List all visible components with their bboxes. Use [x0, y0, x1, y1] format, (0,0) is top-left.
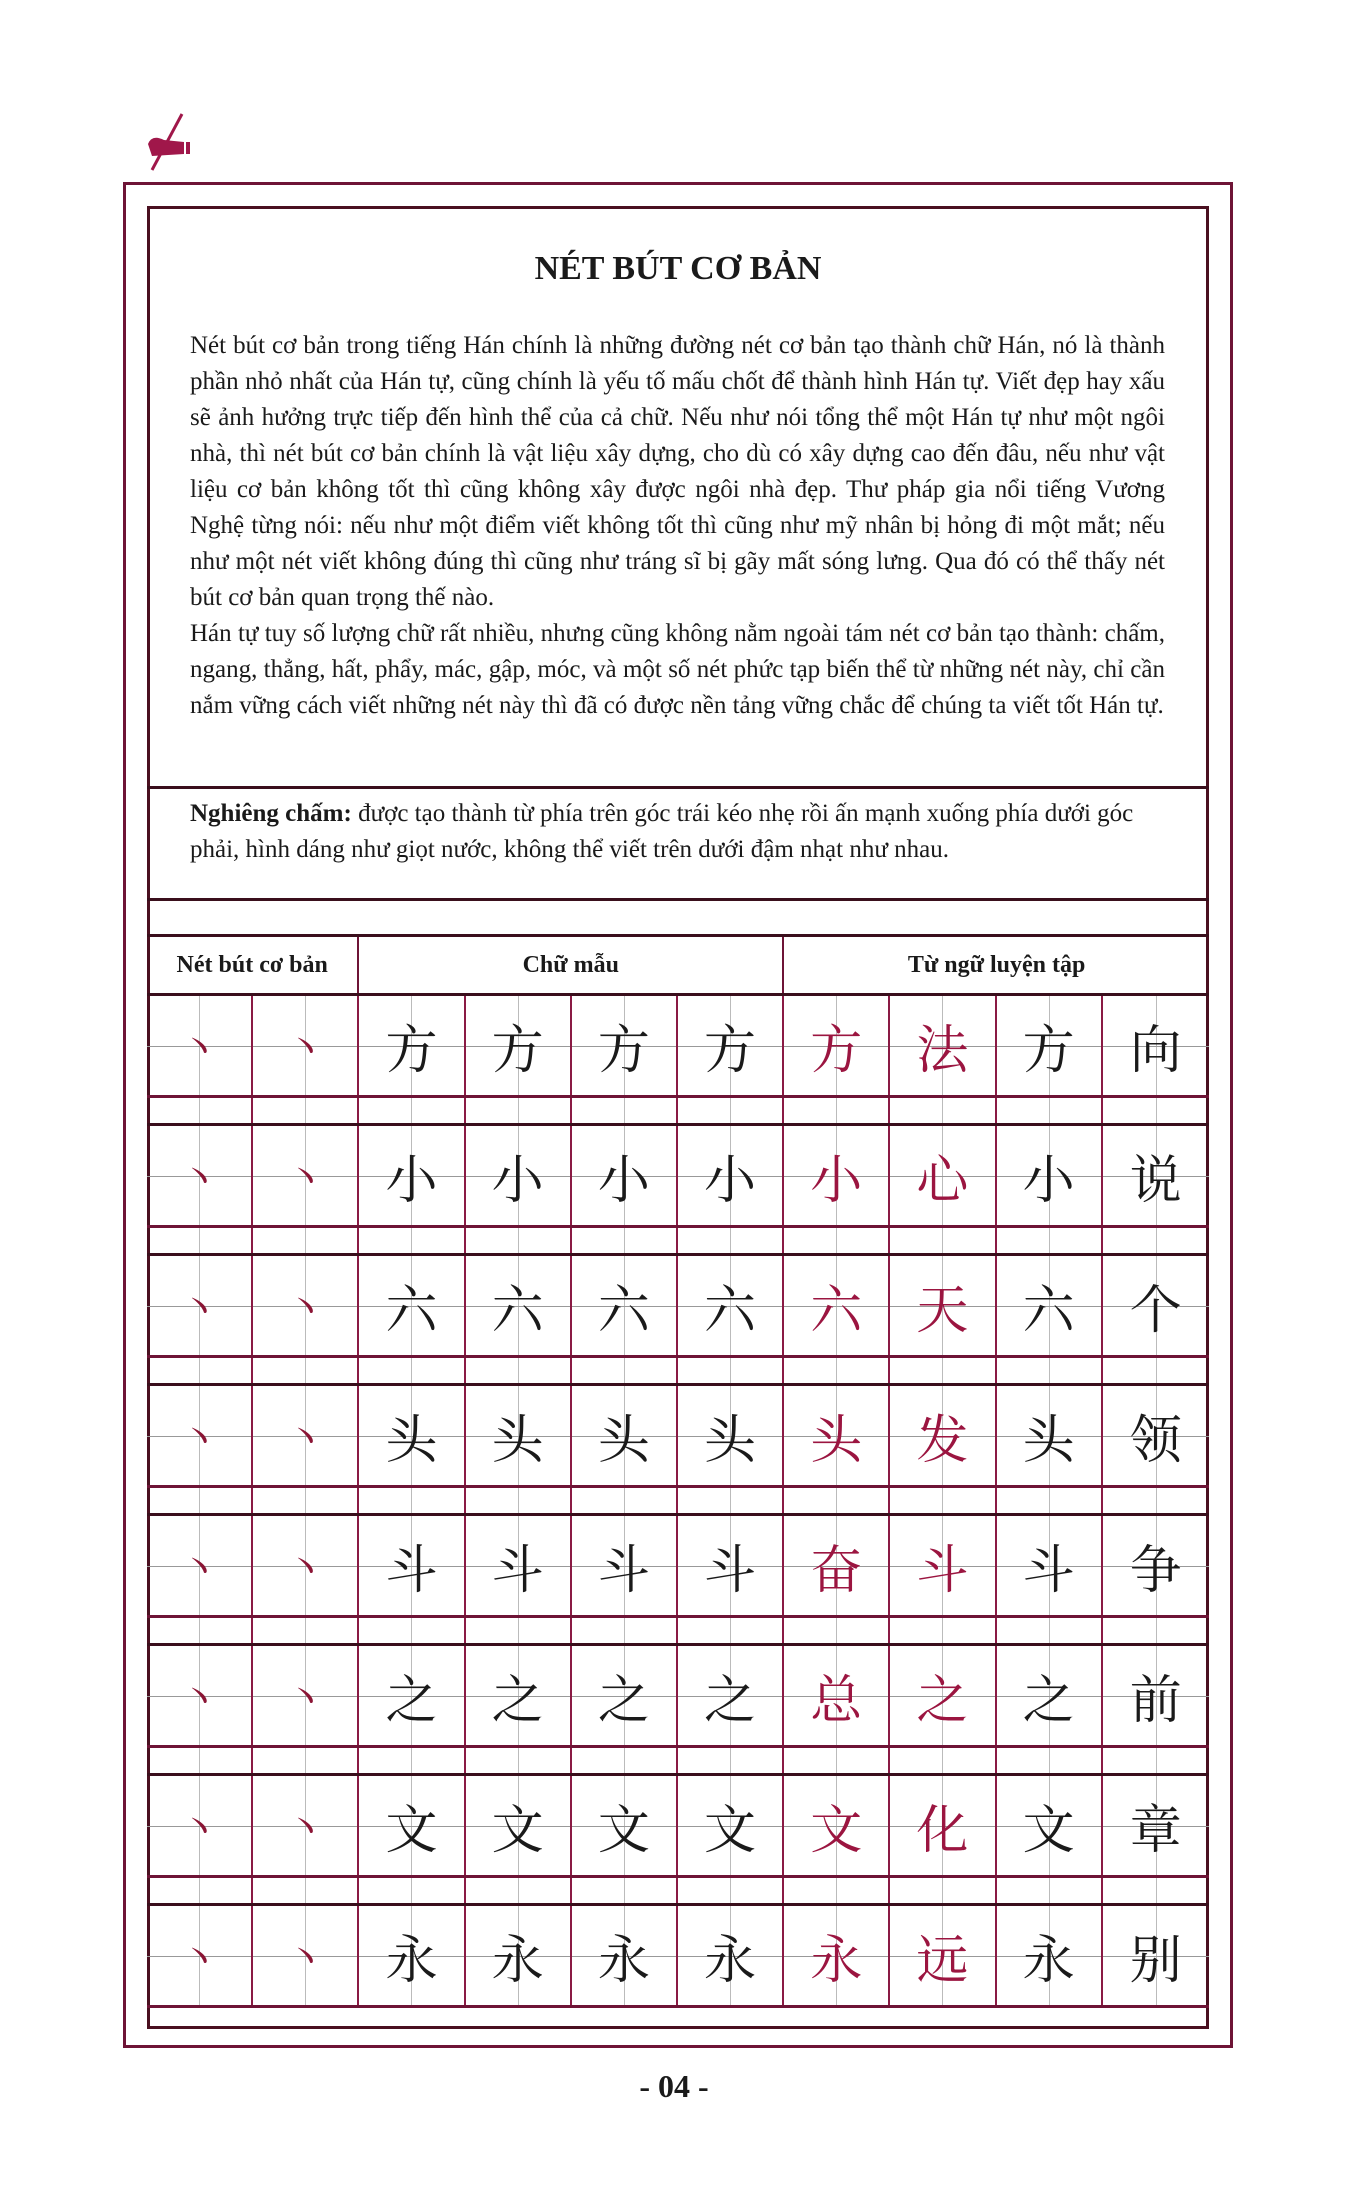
stroke-cell-char: 丶 — [285, 1416, 326, 1462]
spacer-cell — [253, 1358, 359, 1383]
practice-cell-char: 争 — [1129, 1541, 1182, 1601]
stroke-cell-char: 丶 — [179, 1936, 220, 1982]
stroke-cell-char: 丶 — [285, 1286, 326, 1332]
sample-cell — [466, 1386, 572, 1485]
sample-cell — [678, 1906, 784, 2005]
practice-cell — [890, 1516, 996, 1615]
table-row — [147, 1256, 1209, 1358]
stroke-cell — [147, 1126, 253, 1225]
spacer-cell — [1103, 1488, 1209, 1513]
sample-cell-char: 永 — [704, 1931, 757, 1991]
spacer-cell — [466, 1748, 572, 1773]
spacer-cell — [253, 1748, 359, 1773]
practice-cell — [1103, 996, 1209, 1095]
practice-cell — [784, 1386, 890, 1485]
page-title: NÉT BÚT CƠ BẢN — [534, 250, 822, 287]
sample-cell-char: 文 — [385, 1801, 438, 1861]
sample-cell — [572, 1516, 678, 1615]
sample-cell-char: 方 — [491, 1021, 544, 1081]
practice-cell-char: 发 — [916, 1411, 969, 1471]
spacer-cell — [997, 1098, 1103, 1123]
practice-cell-char: 斗 — [916, 1541, 969, 1601]
sample-cell-char: 头 — [491, 1411, 544, 1471]
spacer-cell — [147, 1878, 253, 1903]
stroke-cell-char: 丶 — [285, 1936, 326, 1982]
stroke-cell — [253, 1906, 359, 2005]
sample-cell-char: 头 — [704, 1411, 757, 1471]
spacer-cell — [253, 1618, 359, 1643]
paragraph: Nét bút cơ bản trong tiếng Hán chính là những đường nét cơ bản tạo thành chữ Hán, nó là thành phần nhỏ nhất của Hán tự, cũng chính là yếu tố mấu chốt để thành hình Hán tự. Viết đẹp hay xấu sẽ ảnh hưởng trực tiếp đến hình thể của cả chữ. Nếu như nói tổng thể một Hán tự như một ngôi nhà, thì nét bút cơ bản chính là vật liệu xây dựng, cho dù có xây dựng cao đến đâu, nếu như vật liệu cơ bản không tốt thì cũng không xây được ngôi nhà đẹp. Thư pháp gia nổi tiếng Vương Nghệ từng nói: nếu như một điểm viết không tốt thì cũng như mỹ nhân bị hỏng đi một mắt; nếu như một nét viết không đúng thì cũng như tráng sĩ bị gãy mất sóng lưng. Qua đó có thể thấy nét bút cơ bản quan trọng thế nào. — [190, 332, 1165, 611]
stroke-cell-char: 丶 — [179, 1416, 220, 1462]
spacer-cell — [1103, 1878, 1209, 1903]
spacer-cell — [147, 1618, 253, 1643]
spacer-cell — [890, 1618, 996, 1643]
spacer-cell — [997, 1878, 1103, 1903]
stroke-cell-char: 丶 — [179, 1676, 220, 1722]
stroke-cell — [253, 1776, 359, 1875]
spacer-cell — [678, 1358, 784, 1383]
practice-cell — [997, 1906, 1103, 2005]
practice-cell-char: 奋 — [810, 1541, 863, 1601]
spacer-cell — [359, 1358, 465, 1383]
stroke-cell-char: 丶 — [285, 1026, 326, 1072]
practice-cell — [1103, 1516, 1209, 1615]
sample-cell — [359, 1126, 465, 1225]
sample-cell — [359, 996, 465, 1095]
table-row — [147, 1646, 1209, 1748]
table-row — [147, 1776, 1209, 1878]
sample-cell-char: 头 — [597, 1411, 650, 1471]
practice-cell — [890, 1776, 996, 1875]
practice-cell — [997, 1256, 1103, 1355]
spacer-cell — [1103, 1618, 1209, 1643]
table-body — [147, 996, 1209, 2008]
spacer-cell — [784, 1878, 890, 1903]
spacer-cell — [890, 1488, 996, 1513]
note-label: Nghiêng chấm: — [190, 800, 352, 827]
practice-cell — [997, 1386, 1103, 1485]
sample-cell-char: 方 — [597, 1021, 650, 1081]
spacer-cell — [678, 1748, 784, 1773]
sample-cell-char: 六 — [597, 1281, 650, 1341]
spacer-cell — [359, 1748, 465, 1773]
sample-cell — [466, 1906, 572, 2005]
stroke-cell — [253, 1126, 359, 1225]
spacer-cell — [572, 1228, 678, 1253]
stroke-cell — [253, 1256, 359, 1355]
spacer-cell — [253, 1878, 359, 1903]
spacer-cell — [678, 1098, 784, 1123]
spacer-cell — [784, 1228, 890, 1253]
practice-cell-char: 方 — [1022, 1021, 1075, 1081]
stroke-cell-char: 丶 — [179, 1156, 220, 1202]
practice-cell — [784, 1256, 890, 1355]
sample-cell-char: 之 — [491, 1671, 544, 1731]
practice-cell-char: 头 — [1022, 1411, 1075, 1471]
practice-cell — [1103, 1646, 1209, 1745]
sample-cell-char: 永 — [385, 1931, 438, 1991]
sample-cell — [466, 1256, 572, 1355]
practice-cell-char: 章 — [1129, 1801, 1182, 1861]
spacer-cell — [253, 1098, 359, 1123]
sample-cell-char: 斗 — [597, 1541, 650, 1601]
stroke-cell-char: 丶 — [179, 1806, 220, 1852]
spacer-row — [147, 1228, 1209, 1256]
practice-cell-char: 文 — [810, 1801, 863, 1861]
spacer-cell — [253, 1228, 359, 1253]
spacer-row — [147, 1748, 1209, 1776]
practice-cell — [890, 1906, 996, 2005]
spacer-cell — [359, 1228, 465, 1253]
stroke-cell — [253, 1386, 359, 1485]
spacer-row — [147, 1618, 1209, 1646]
spacer-cell — [890, 1358, 996, 1383]
sample-cell-char: 方 — [385, 1021, 438, 1081]
practice-cell-char: 个 — [1129, 1281, 1182, 1341]
stroke-cell-char: 丶 — [285, 1806, 326, 1852]
practice-cell-char: 六 — [1022, 1281, 1075, 1341]
practice-cell-char: 天 — [916, 1281, 969, 1341]
sample-cell-char: 斗 — [385, 1541, 438, 1601]
spacer-cell — [997, 1228, 1103, 1253]
practice-cell — [784, 996, 890, 1095]
sample-cell — [572, 1386, 678, 1485]
practice-cell-char: 之 — [1022, 1671, 1075, 1731]
practice-cell — [997, 1126, 1103, 1225]
sample-cell-char: 之 — [704, 1671, 757, 1731]
practice-cell-char: 别 — [1129, 1931, 1182, 1991]
sample-cell-char: 文 — [704, 1801, 757, 1861]
sample-cell — [466, 1776, 572, 1875]
sample-cell — [466, 996, 572, 1095]
practice-table — [147, 934, 1209, 2008]
spacer-cell — [572, 1878, 678, 1903]
practice-cell-char: 小 — [810, 1151, 863, 1211]
table-row — [147, 1386, 1209, 1488]
spacer-cell — [572, 1618, 678, 1643]
practice-cell-char: 化 — [916, 1801, 969, 1861]
practice-cell-char: 总 — [810, 1671, 863, 1731]
table-row — [147, 1126, 1209, 1228]
practice-cell — [784, 1126, 890, 1225]
header-practice: Từ ngữ luyện tập — [907, 951, 1086, 978]
practice-cell — [890, 1386, 996, 1485]
spacer-cell — [784, 1748, 890, 1773]
page-number: - 04 - — [639, 2068, 709, 2104]
practice-cell-char: 六 — [810, 1281, 863, 1341]
spacer-cell — [359, 1488, 465, 1513]
sample-cell — [359, 1646, 465, 1745]
practice-cell — [997, 1646, 1103, 1745]
stroke-cell — [147, 1256, 253, 1355]
spacer-cell — [678, 1618, 784, 1643]
practice-cell — [784, 1516, 890, 1615]
spacer-cell — [572, 1488, 678, 1513]
sample-cell — [466, 1516, 572, 1615]
spacer-cell — [1103, 1748, 1209, 1773]
practice-cell — [890, 996, 996, 1095]
sample-cell-char: 之 — [385, 1671, 438, 1731]
practice-cell-char: 斗 — [1022, 1541, 1075, 1601]
practice-cell-char: 向 — [1129, 1021, 1182, 1081]
sample-cell — [359, 1386, 465, 1485]
spacer-cell — [997, 1618, 1103, 1643]
stroke-cell-char: 丶 — [179, 1286, 220, 1332]
practice-cell — [1103, 1776, 1209, 1875]
spacer-cell — [147, 1358, 253, 1383]
stroke-cell — [147, 1906, 253, 2005]
divider — [147, 898, 1209, 901]
sample-cell — [359, 1906, 465, 2005]
stroke-cell — [147, 1776, 253, 1875]
spacer-row — [147, 1098, 1209, 1126]
practice-cell-char: 永 — [810, 1931, 863, 1991]
spacer-cell — [359, 1618, 465, 1643]
sample-cell-char: 方 — [704, 1021, 757, 1081]
divider — [147, 786, 1209, 789]
spacer-cell — [147, 1228, 253, 1253]
spacer-row — [147, 1488, 1209, 1516]
spacer-cell — [147, 1748, 253, 1773]
practice-cell — [890, 1646, 996, 1745]
header-stroke: Nét bút cơ bản — [147, 937, 359, 993]
spacer-cell — [997, 1358, 1103, 1383]
practice-cell — [784, 1906, 890, 2005]
stroke-cell-char: 丶 — [179, 1026, 220, 1072]
practice-cell — [997, 996, 1103, 1095]
sample-cell-char: 文 — [597, 1801, 650, 1861]
spacer-cell — [678, 1228, 784, 1253]
practice-cell-char: 永 — [1022, 1931, 1075, 1991]
spacer-cell — [1103, 1228, 1209, 1253]
sample-cell-char: 小 — [385, 1151, 438, 1211]
sample-cell-char: 斗 — [491, 1541, 544, 1601]
practice-cell-char: 心 — [916, 1151, 969, 1211]
paragraph: Hán tự tuy số lượng chữ rất nhiều, nhưng cũng không nằm ngoài tám nét cơ bản tạo thành: chấm, ngang, thẳng, hất, phẩy, mác, gập, móc, và một số nét phức tạp biến thể từ những nét này, chỉ cần nắm vững cách viết những nét này thì đã có được nền tảng vững chắc để chúng ta viết tốt Hán tự. — [190, 620, 1165, 719]
sample-cell-char: 永 — [597, 1931, 650, 1991]
practice-cell — [784, 1776, 890, 1875]
practice-cell-char: 法 — [916, 1021, 969, 1081]
spacer-row — [147, 1358, 1209, 1386]
spacer-cell — [572, 1098, 678, 1123]
spacer-cell — [466, 1878, 572, 1903]
table-row — [147, 1906, 1209, 2008]
practice-cell — [784, 1646, 890, 1745]
spacer-cell — [359, 1878, 465, 1903]
spacer-cell — [890, 1878, 996, 1903]
spacer-cell — [784, 1618, 890, 1643]
stroke-note — [190, 796, 1165, 868]
spacer-cell — [147, 1098, 253, 1123]
spacer-cell — [572, 1358, 678, 1383]
spacer-cell — [466, 1618, 572, 1643]
spacer-cell — [253, 1488, 359, 1513]
spacer-cell — [890, 1748, 996, 1773]
spacer-cell — [1103, 1098, 1209, 1123]
sample-cell — [572, 996, 678, 1095]
spacer-cell — [1103, 1358, 1209, 1383]
practice-cell — [890, 1256, 996, 1355]
sample-cell — [359, 1776, 465, 1875]
stroke-cell-char: 丶 — [179, 1546, 220, 1592]
practice-cell-char: 之 — [916, 1671, 969, 1731]
sample-cell-char: 小 — [491, 1151, 544, 1211]
sample-cell — [572, 1256, 678, 1355]
stroke-cell — [147, 1646, 253, 1745]
sample-cell-char: 永 — [491, 1931, 544, 1991]
practice-cell — [1103, 1906, 1209, 2005]
stroke-cell — [147, 1386, 253, 1485]
table-header — [147, 934, 1209, 996]
spacer-cell — [678, 1878, 784, 1903]
sample-cell-char: 之 — [597, 1671, 650, 1731]
spacer-cell — [466, 1358, 572, 1383]
stroke-cell-char: 丶 — [285, 1676, 326, 1722]
spacer-cell — [890, 1098, 996, 1123]
spacer-cell — [997, 1488, 1103, 1513]
header-sample: Chữ mẫu — [359, 937, 784, 993]
spacer-cell — [466, 1098, 572, 1123]
pen-hand-icon — [142, 112, 198, 174]
stroke-cell — [253, 996, 359, 1095]
spacer-cell — [784, 1358, 890, 1383]
practice-cell-char: 小 — [1022, 1151, 1075, 1211]
spacer-cell — [784, 1488, 890, 1513]
sample-cell-char: 六 — [491, 1281, 544, 1341]
practice-cell — [1103, 1126, 1209, 1225]
intro-text — [190, 328, 1165, 724]
sample-cell-char: 头 — [385, 1411, 438, 1471]
sample-cell-char: 文 — [491, 1801, 544, 1861]
sample-cell — [466, 1126, 572, 1225]
practice-cell-char: 文 — [1022, 1801, 1075, 1861]
sample-cell — [359, 1516, 465, 1615]
note-text: được tạo thành từ phía trên góc trái kéo nhẹ rồi ấn mạnh xuống phía dưới góc phải, hình dáng như giọt nước, không thể viết trên dưới đậm nhạt như nhau. — [190, 800, 1134, 863]
stroke-cell — [253, 1646, 359, 1745]
table-row — [147, 996, 1209, 1098]
stroke-cell-char: 丶 — [285, 1156, 326, 1202]
practice-cell — [1103, 1256, 1209, 1355]
practice-cell-char: 前 — [1129, 1671, 1182, 1731]
practice-cell-char: 领 — [1129, 1411, 1182, 1471]
spacer-cell — [466, 1228, 572, 1253]
sample-cell — [572, 1126, 678, 1225]
spacer-cell — [890, 1228, 996, 1253]
spacer-cell — [784, 1098, 890, 1123]
practice-cell — [890, 1126, 996, 1225]
practice-cell — [997, 1776, 1103, 1875]
practice-cell — [1103, 1386, 1209, 1485]
sample-cell-char: 斗 — [704, 1541, 757, 1601]
sample-cell — [572, 1776, 678, 1875]
stroke-cell — [253, 1516, 359, 1615]
spacer-cell — [997, 1748, 1103, 1773]
spacer-cell — [572, 1748, 678, 1773]
sample-cell-char: 六 — [704, 1281, 757, 1341]
sample-cell-char: 六 — [385, 1281, 438, 1341]
stroke-cell — [147, 996, 253, 1095]
sample-cell — [678, 1126, 784, 1225]
practice-cell — [997, 1516, 1103, 1615]
spacer-cell — [466, 1488, 572, 1513]
sample-cell — [678, 1386, 784, 1485]
sample-cell — [678, 1776, 784, 1875]
sample-cell — [678, 996, 784, 1095]
practice-cell-char: 头 — [810, 1411, 863, 1471]
spacer-row — [147, 1878, 1209, 1906]
table-row — [147, 1516, 1209, 1618]
stroke-cell-char: 丶 — [285, 1546, 326, 1592]
practice-cell-char: 说 — [1129, 1151, 1182, 1211]
sample-cell — [678, 1516, 784, 1615]
sample-cell — [678, 1256, 784, 1355]
practice-cell-char: 远 — [916, 1931, 969, 1991]
sample-cell — [572, 1906, 678, 2005]
sample-cell-char: 小 — [597, 1151, 650, 1211]
sample-cell-char: 小 — [704, 1151, 757, 1211]
sample-cell — [678, 1646, 784, 1745]
practice-cell-char: 方 — [810, 1021, 863, 1081]
sample-cell — [466, 1646, 572, 1745]
spacer-cell — [678, 1488, 784, 1513]
sample-cell — [359, 1256, 465, 1355]
spacer-cell — [359, 1098, 465, 1123]
sample-cell — [572, 1646, 678, 1745]
stroke-cell — [147, 1516, 253, 1615]
spacer-cell — [147, 1488, 253, 1513]
